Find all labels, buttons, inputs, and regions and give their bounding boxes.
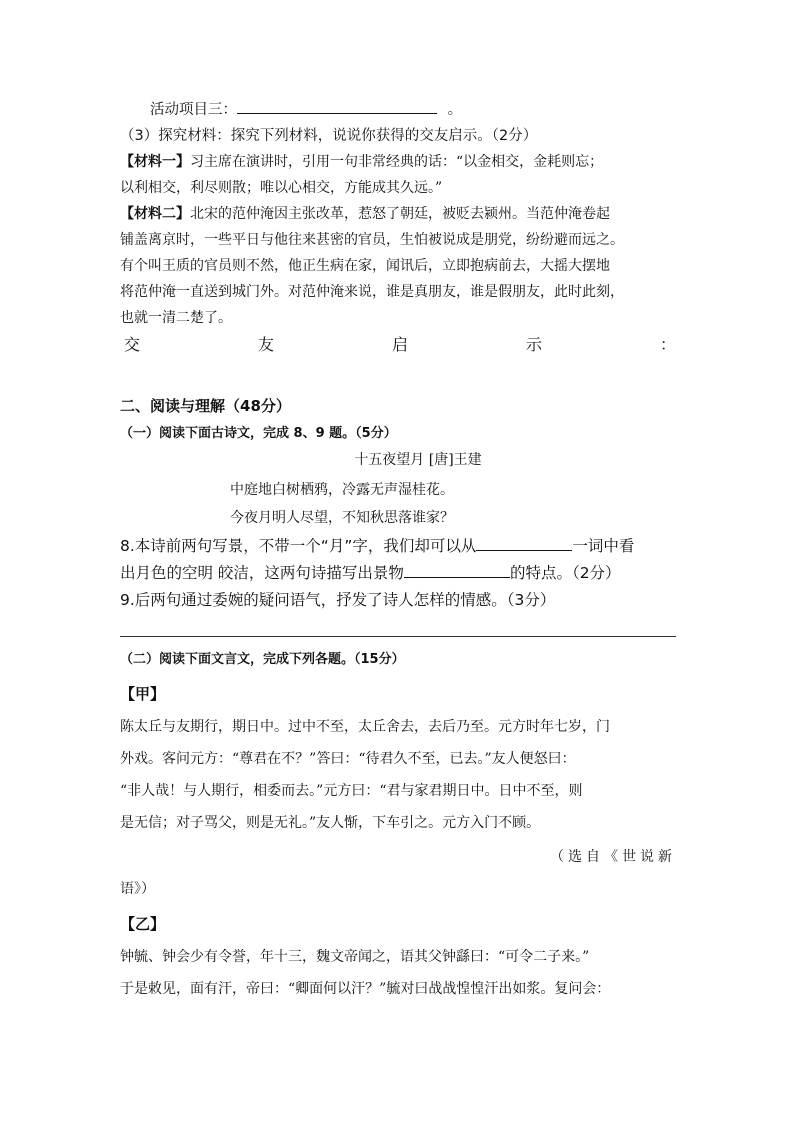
- insight-char: ：: [659, 335, 676, 354]
- passage-jia-line: 陈太丘与友期行，期日中。过中不至，太丘舍去，去后乃至。元方时年七岁，门: [120, 719, 610, 735]
- insight-char: 示: [525, 335, 542, 354]
- poem-title: 十五夜望月 [唐]王建: [354, 452, 482, 468]
- material-one-tag: 【材料一】: [120, 154, 190, 170]
- passage-jia-source: （选自《世说新: [550, 849, 676, 865]
- activity-end: 。: [447, 102, 463, 118]
- material-two-line: 也就一清二楚了。: [120, 310, 232, 326]
- material-two-tag: 【材料二】: [120, 206, 190, 222]
- passage-jia-line: 是无信；对子骂父，则是无礼。”友人惭，下车引之。元方入门不顾。: [120, 815, 541, 831]
- material-two-line: 北宋的范仲淹因主张改革，惹怒了朝廷，被贬去颍州。当范仲淹卷起: [190, 206, 610, 222]
- insight-char: 友: [257, 335, 274, 354]
- material-two: [120, 201, 676, 331]
- question-8-text: 一词中看: [572, 537, 635, 555]
- material-one: [120, 149, 676, 201]
- insight-answer-line[interactable]: [120, 331, 676, 359]
- insight-char: 启: [391, 335, 408, 354]
- poem-line: 中庭地白树栖鸦，冷露无声湿桂花。: [230, 482, 454, 498]
- question-8-text: 的特点。（2分）: [509, 564, 621, 582]
- passage-yi-line: 钟毓、钟会少有令誉，年十三，魏文帝闻之，语其父钟繇曰：“可令二子来。”: [120, 949, 590, 965]
- part-two-title: （二）阅读下面文言文，完成下列各题。（15分）: [120, 652, 405, 667]
- section-two-title: 二、阅读与理解（48分）: [120, 397, 291, 415]
- question-8-line-2: [120, 560, 676, 587]
- activity-answer-blank[interactable]: [237, 96, 437, 114]
- passage-yi-line: 于是敕见，面有汗，帝曰：“卿面何以汗？”毓对曰战战惶惶汗出如浆。复问会：: [120, 981, 611, 997]
- activity-label: 活动项目三：: [150, 102, 237, 118]
- poem-line: 今夜月明人尽望，不知秋思落谁家？: [230, 510, 454, 526]
- material-one-line: 习主席在演讲时，引用一句非常经典的话：“以金相交，金耗则忘；: [190, 154, 604, 170]
- question-8-line-1: [120, 533, 676, 560]
- passage-jia-line: “非人哉！与人期行，相委而去。”元方曰：“君与家君期日中。日中不至，则: [120, 783, 583, 799]
- passage-jia: [120, 711, 676, 905]
- material-two-line: 有个叫王质的官员则不然，他正生病在家，闻讯后，立即抱病前去，大摇大摆地: [120, 258, 610, 274]
- activity-three-line: [120, 96, 676, 123]
- question-3: （3）探究材料：探究下列材料，说说你获得的交友启示。（2分）: [120, 128, 538, 144]
- passage-jia-tag: 【甲】: [120, 685, 166, 703]
- insight-char: 交: [124, 335, 141, 354]
- question-9: 9.后两句通过委婉的疑问语气，抒发了诗人怎样的情感。（3分）: [120, 591, 556, 609]
- passage-yi: [120, 941, 676, 1005]
- passage-jia-line: 外戏。客问元方：“尊君在不？”答曰：“待君久不至，已去。”友人便怒曰：: [120, 751, 576, 767]
- material-two-line: 将范仲淹一直送到城门外。对范仲淹来说，谁是真朋友，谁是假朋友，此时此刻，: [120, 284, 624, 300]
- question-8-text: 出月色的空明 皎洁，这两句诗描写出景物: [120, 564, 404, 582]
- question-8-blank-1[interactable]: [476, 533, 572, 551]
- passage-jia-source: 语》）: [120, 881, 155, 897]
- answer-rule-line[interactable]: [120, 636, 676, 637]
- material-two-line: 铺盖离京时，一些平日与他往来甚密的官员，生怕被说成是朋党，纷纷避而远之。: [120, 232, 624, 248]
- material-one-line: 以利相交，利尽则散；唯以心相交，方能成其久远。”: [120, 180, 443, 196]
- passage-yi-tag: 【乙】: [120, 915, 166, 933]
- part-one-title: （一）阅读下面古诗文，完成 8、9 题。（5分）: [120, 426, 397, 441]
- question-8-text: 8.本诗前两句写景，不带一个“月”字，我们却可以从: [120, 537, 477, 555]
- question-8-blank-2[interactable]: [404, 560, 510, 578]
- document-page: [120, 96, 676, 1005]
